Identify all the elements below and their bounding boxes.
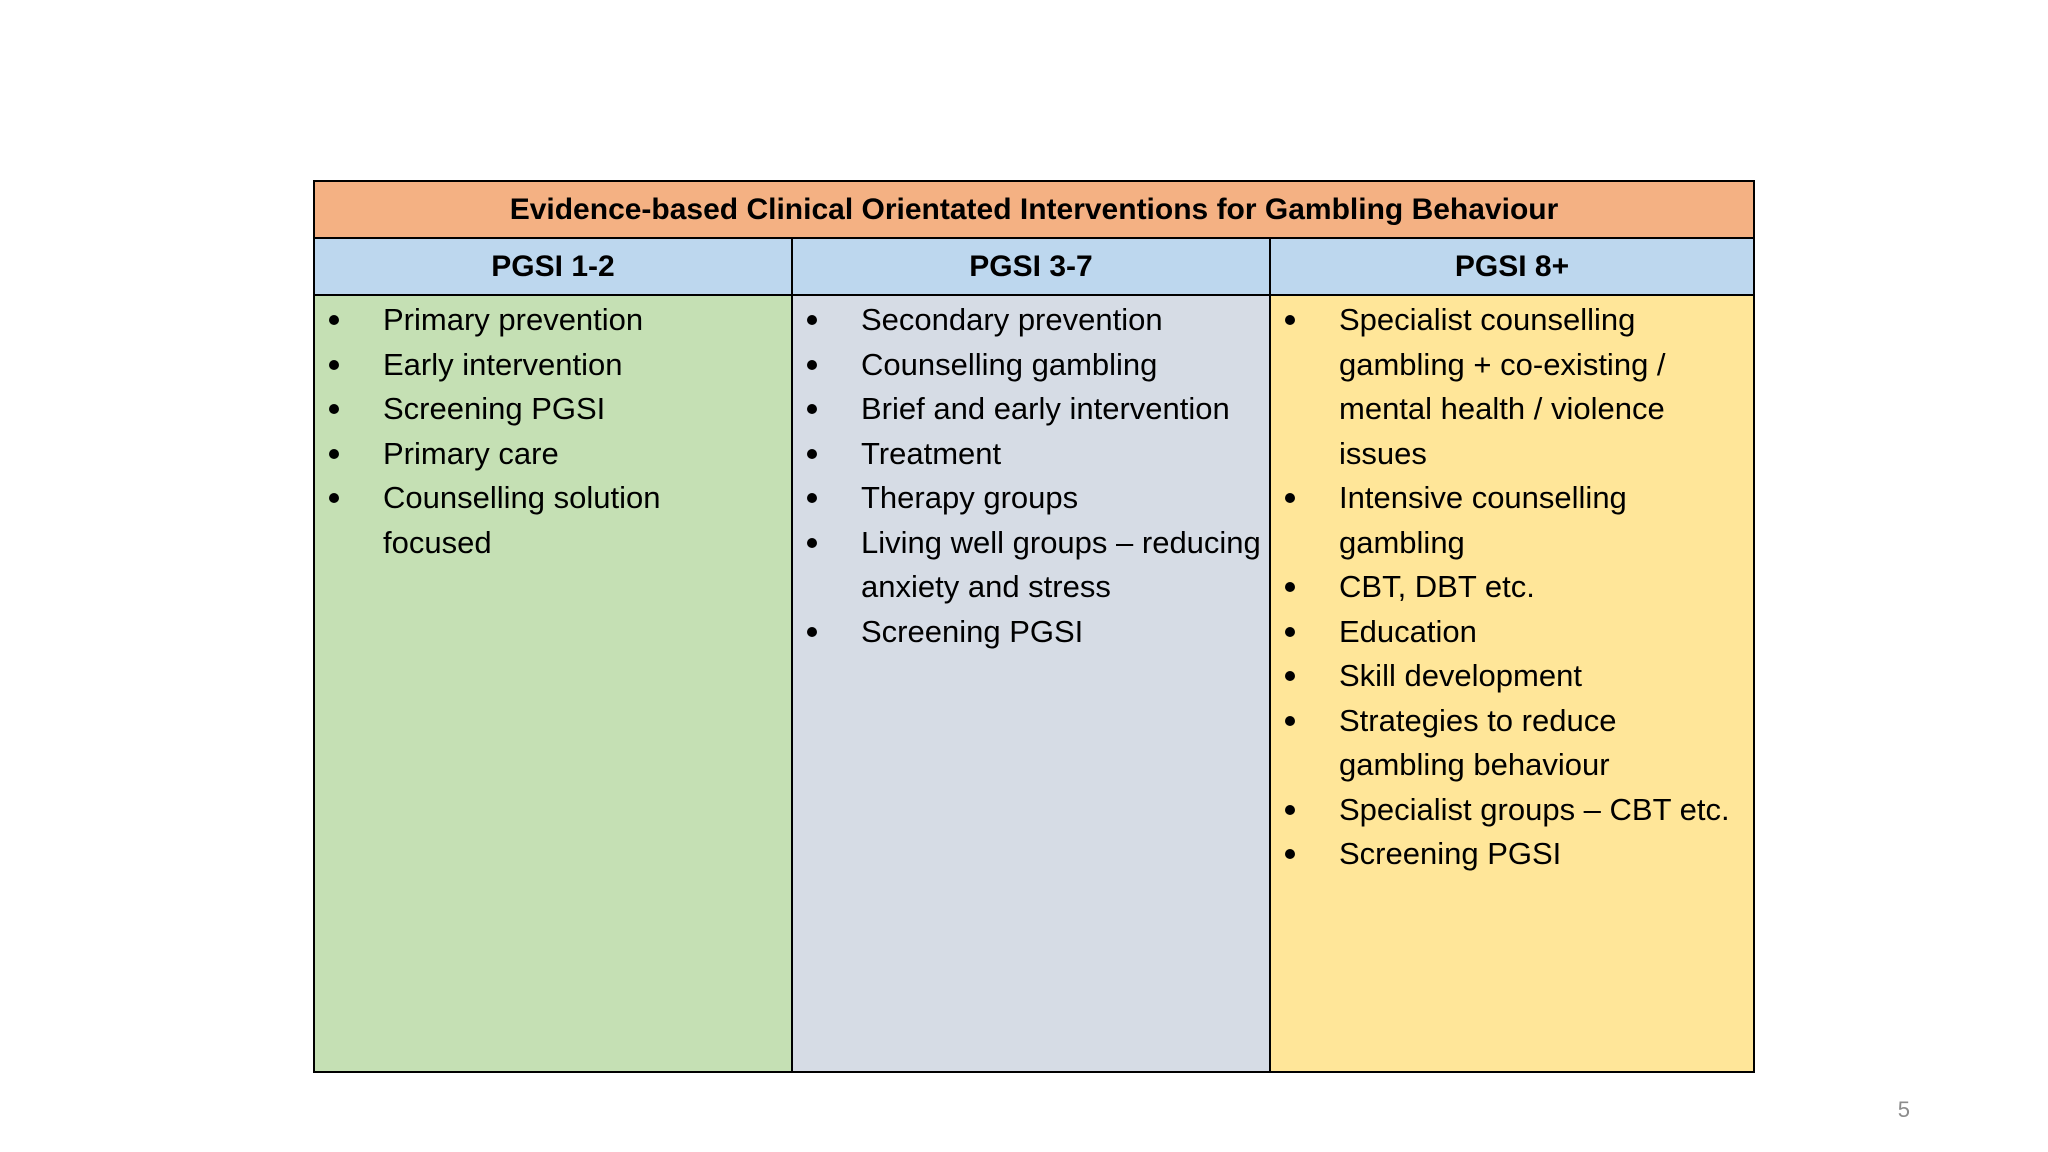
column-header-pgsi-3-7: PGSI 3-7 (793, 239, 1271, 296)
list-item (793, 432, 1269, 477)
list-item-text: Intensive counselling gambling (1339, 480, 1627, 560)
list-item (793, 387, 1269, 432)
list-item-text: Primary prevention (383, 302, 644, 337)
bullet-dot-icon (807, 404, 817, 414)
bullet-list (315, 298, 791, 565)
bullet-dot-icon (807, 360, 817, 370)
list-item (793, 476, 1269, 521)
column-header-pgsi-8-plus: PGSI 8+ (1271, 239, 1753, 296)
list-item-text: Therapy groups (861, 480, 1079, 515)
bullet-dot-icon (329, 449, 339, 459)
list-item-text: Brief and early intervention (861, 391, 1230, 426)
list-item-text: Living well groups – reducing anxiety and stress (861, 524, 1261, 604)
bullet-dot-icon (807, 315, 817, 325)
list-item-text: Skill development (1339, 658, 1582, 693)
list-item (1271, 832, 1753, 877)
list-item-text: Early intervention (383, 346, 623, 382)
bullet-dot-icon (807, 493, 817, 503)
bullet-dot-icon (329, 404, 339, 414)
list-item-text: Screening PGSI (861, 613, 1084, 649)
bullet-dot-icon (1285, 582, 1295, 592)
list-item (793, 298, 1269, 343)
list-item (315, 298, 791, 343)
bullet-dot-icon (807, 538, 817, 548)
list-item (793, 521, 1269, 610)
list-item-text: Counselling solution focused (383, 480, 661, 560)
bullet-list (793, 298, 1269, 654)
list-item-text: CBT, DBT etc. (1339, 569, 1535, 604)
bullet-dot-icon (1285, 849, 1295, 859)
bullet-dot-icon (1285, 671, 1295, 681)
bullet-dot-icon (1285, 627, 1295, 637)
page-number: 5 (1897, 1097, 1910, 1122)
list-item-text: Screening PGSI (383, 391, 606, 426)
list-item-text: Treatment (861, 435, 1002, 471)
list-item-text: Education (1339, 613, 1477, 649)
table-title: Evidence-based Clinical Orientated Interventions for Gambling Behaviour (315, 182, 1753, 239)
bullet-dot-icon (1285, 716, 1295, 726)
column-body-pgsi-3-7 (793, 296, 1271, 1071)
bullet-list (1271, 298, 1753, 877)
column-header-pgsi-1-2: PGSI 1-2 (315, 239, 793, 296)
interventions-table (313, 180, 1755, 1073)
list-item (1271, 788, 1753, 833)
list-item (315, 343, 791, 388)
list-item (315, 432, 791, 477)
bullet-dot-icon (329, 493, 339, 503)
list-item (1271, 476, 1753, 565)
list-item (793, 343, 1269, 388)
list-item (1271, 610, 1753, 655)
list-item-text: Secondary prevention (861, 302, 1163, 337)
list-item (793, 610, 1269, 655)
list-item-text: Primary care (383, 435, 559, 471)
list-item (1271, 565, 1753, 610)
list-item (1271, 699, 1753, 788)
list-item-text: Screening PGSI (1339, 836, 1562, 871)
bullet-dot-icon (329, 315, 339, 325)
list-item (315, 476, 791, 565)
bullet-dot-icon (1285, 493, 1295, 503)
column-body-pgsi-8-plus (1271, 296, 1753, 1071)
list-item (1271, 298, 1753, 476)
bullet-dot-icon (329, 360, 339, 370)
list-item-text: Strategies to reduce gambling behaviour (1339, 702, 1617, 782)
list-item (315, 387, 791, 432)
list-item-text: Specialist counselling gambling + co-existing / mental health / violence issues (1339, 302, 1666, 471)
bullet-dot-icon (1285, 315, 1295, 325)
bullet-dot-icon (1285, 805, 1295, 815)
list-item-text: Specialist groups – CBT etc. (1339, 791, 1730, 827)
bullet-dot-icon (807, 449, 817, 459)
bullet-dot-icon (807, 627, 817, 637)
column-body-pgsi-1-2 (315, 296, 793, 1071)
list-item-text: Counselling gambling (861, 346, 1158, 382)
list-item (1271, 654, 1753, 699)
